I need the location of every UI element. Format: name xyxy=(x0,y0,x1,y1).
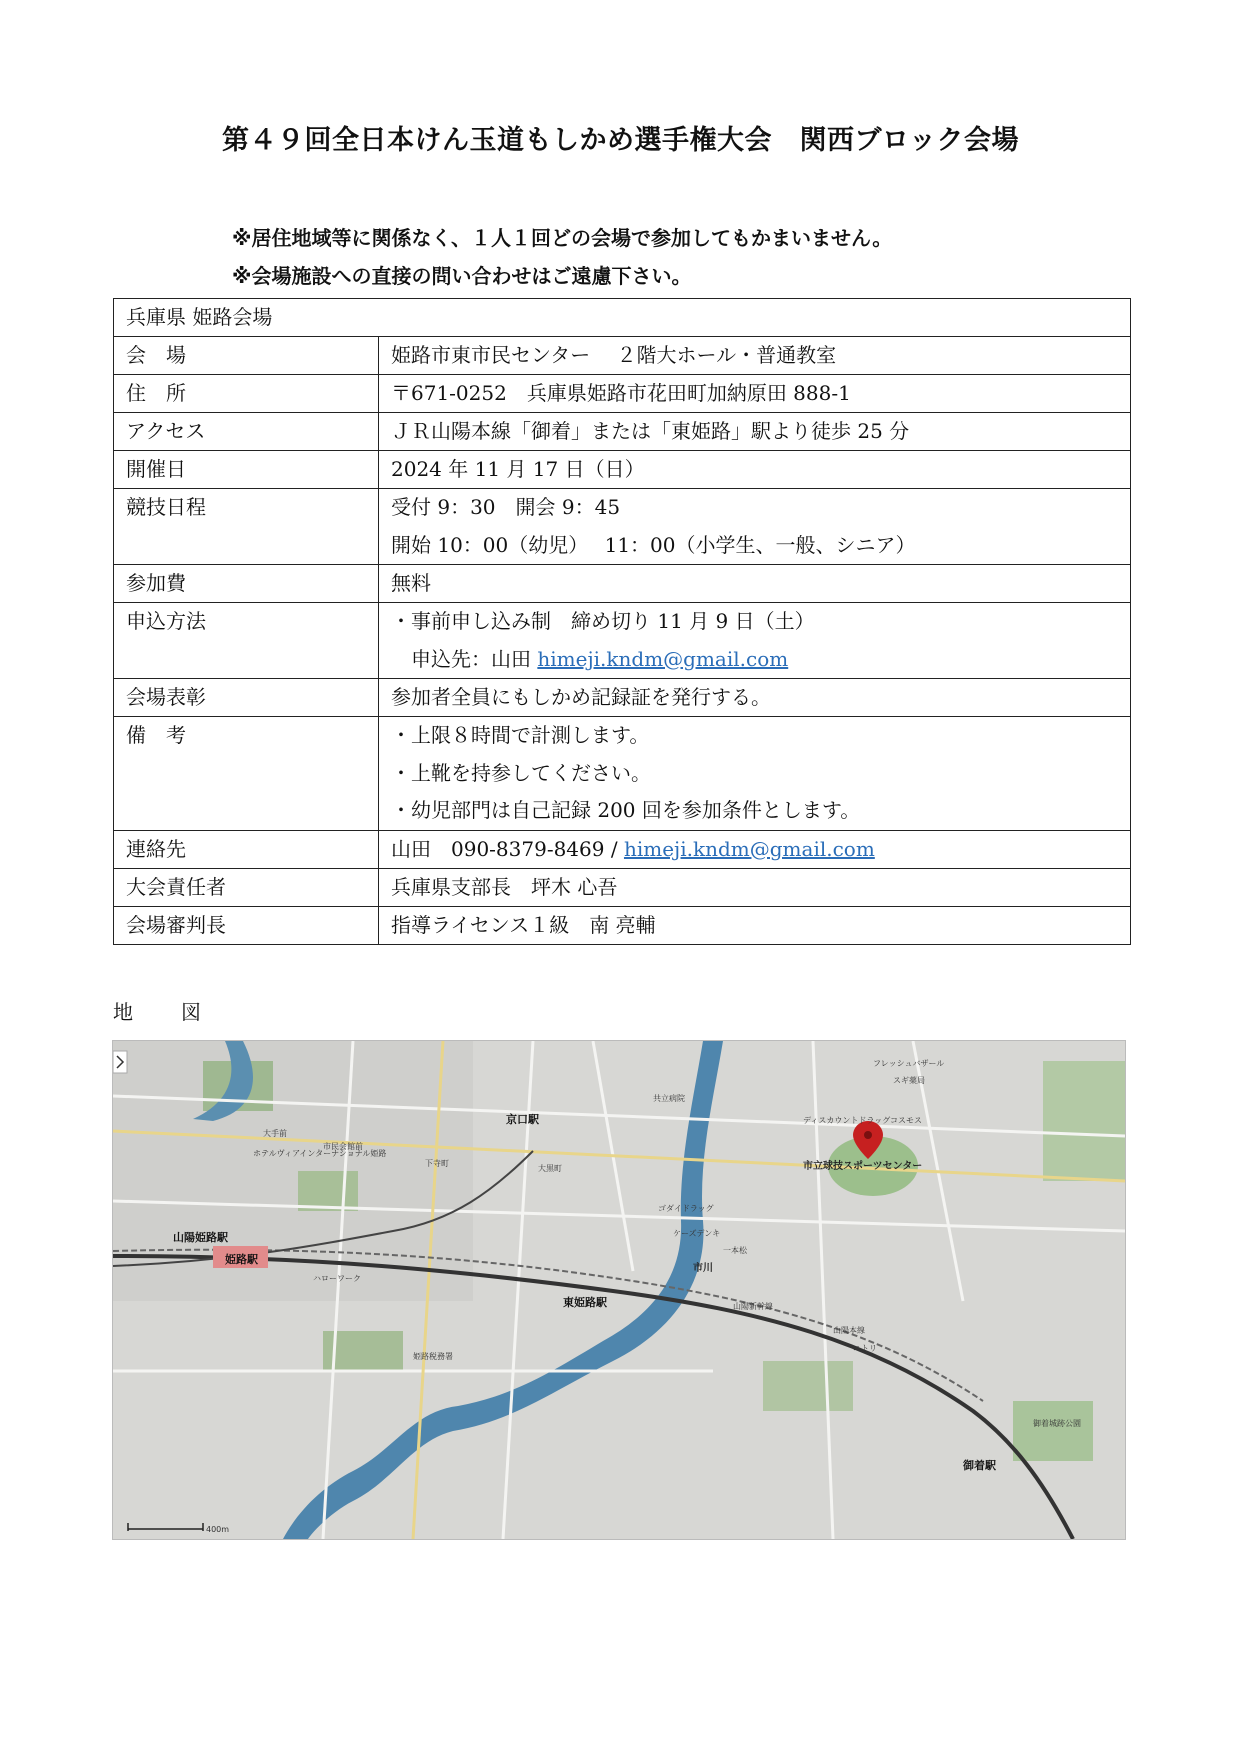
place-sanyo-main-line: 山陽本線 xyxy=(833,1326,865,1335)
address-value: 〒671-0252 兵庫県姫路市花田町加納原田 888-1 xyxy=(379,375,1131,413)
station-himeji: 姫路駅 xyxy=(225,1253,258,1266)
place-sports-center: 市立球技スポーツセンター xyxy=(803,1161,923,1172)
contact-email-link[interactable]: himeji.kndm@gmail.com xyxy=(623,836,875,861)
place-shimoderamachi: 下寺町 xyxy=(425,1159,449,1168)
remark-3: ・幼児部門は自己記録 200 回を参加条件とします。 xyxy=(391,798,861,822)
place-kyoritsu-hospital: 共立病院 xyxy=(653,1094,685,1103)
date-label: 開催日 xyxy=(114,451,379,489)
referee-label: 会場審判長 xyxy=(114,906,379,944)
station-gochaku: 御着駅 xyxy=(963,1459,996,1472)
access-value: ＪＲ山陽本線「御着」または「東姫路」駅より徒歩 25 分 xyxy=(379,413,1131,451)
map-label: 地 図 xyxy=(113,1000,215,1024)
referee-value: 指導ライセンス１級 南 亮輔 xyxy=(379,906,1131,944)
schedule-line-2: 開始 10：00（幼児） 11：00（小学生、一般、シニア） xyxy=(391,532,916,557)
venue-label: 会 場 xyxy=(114,337,379,375)
note-residence: ※居住地域等に関係なく、１人１回どの会場で参加してもかまいません。 xyxy=(232,226,893,250)
contact-value xyxy=(379,830,1131,868)
place-civic-hall: 市民会館前 xyxy=(323,1142,363,1151)
place-otemae: 大手前 xyxy=(263,1129,287,1138)
map-scale: 400m xyxy=(206,1525,230,1534)
remark-2: ・上靴を持参してください。 xyxy=(391,760,651,785)
place-ichikawa-river: 市川 xyxy=(693,1263,713,1274)
apply-email-link[interactable]: himeji.kndm@gmail.com xyxy=(537,646,789,671)
apply-value xyxy=(379,603,1131,679)
contact-phone: 山田 090-8379-8469 / xyxy=(391,836,624,861)
place-godai-drug: ゴダイドラッグ xyxy=(658,1204,714,1213)
address-label: 住 所 xyxy=(114,375,379,413)
apply-line-1: ・事前申し込み制 締め切り 11 月 9 日（土） xyxy=(391,609,815,633)
page-title: 第４９回全日本けん玉道もしかめ選手権大会 関西ブロック会場 xyxy=(222,125,1019,156)
place-ipponmatsu: 一本松 xyxy=(723,1246,747,1255)
place-daikokucho: 大黒町 xyxy=(538,1164,562,1173)
station-kyoguchi: 京口駅 xyxy=(506,1113,539,1126)
place-gochaku-park: 御着城跡公園 xyxy=(1033,1419,1081,1428)
chief-value: 兵庫県支部長 坪木 心吾 xyxy=(379,868,1131,906)
fee-value: 無料 xyxy=(379,565,1131,603)
event-info-table xyxy=(113,298,1131,945)
access-label: アクセス xyxy=(114,413,379,451)
schedule-line-1: 受付 9：30 開会 9：45 xyxy=(391,495,621,519)
apply-label: 申込方法 xyxy=(114,603,379,679)
note-inquiry: ※会場施設への直接の問い合わせはご遠慮下さい。 xyxy=(232,264,692,288)
remarks-label: 備 考 xyxy=(114,717,379,831)
station-sanyo-himeji: 山陽姫路駅 xyxy=(173,1231,228,1244)
station-higashi-himeji: 東姫路駅 xyxy=(563,1296,607,1309)
place-cosmos: ディスカウントドラッグコスモス xyxy=(803,1116,923,1125)
map-canvas xyxy=(113,1041,1125,1539)
place-ks-denki: ケーズデンキ xyxy=(673,1229,721,1238)
place-nitori: ニトリ xyxy=(853,1344,877,1353)
place-tax-office: 姫路税務署 xyxy=(413,1352,453,1361)
map-expand-chevron-icon[interactable] xyxy=(113,1051,127,1073)
remark-1: ・上限８時間で計測します。 xyxy=(391,723,650,747)
schedule-label: 競技日程 xyxy=(114,489,379,565)
place-fresh-bazaar: フレッシュバザール xyxy=(873,1059,945,1068)
date-value: 2024 年 11 月 17 日（日） xyxy=(379,451,1131,489)
apply-line-2 xyxy=(391,641,1118,679)
fee-label: 参加費 xyxy=(114,565,379,603)
apply-recipient: 申込先：山田 xyxy=(391,646,538,671)
contact-label: 連絡先 xyxy=(114,830,379,868)
chief-label: 大会責任者 xyxy=(114,868,379,906)
schedule-value xyxy=(379,489,1131,565)
map[interactable] xyxy=(112,1040,1126,1540)
place-sanyo-shinkansen: 山陽新幹線 xyxy=(733,1302,773,1311)
place-sugi: スギ薬局 xyxy=(893,1076,925,1085)
venue-value: 姫路市東市民センター ２階大ホール・普通教室 xyxy=(379,337,1131,375)
remarks-value xyxy=(379,717,1131,831)
table-header: 兵庫県 姫路会場 xyxy=(114,299,1131,337)
award-value: 参加者全員にもしかめ記録証を発行する。 xyxy=(379,679,1131,717)
place-hotel: ホテルヴィアインターナショナル姫路 xyxy=(253,1149,387,1158)
award-label: 会場表彰 xyxy=(114,679,379,717)
place-hellowork: ハローワーク xyxy=(313,1274,361,1283)
